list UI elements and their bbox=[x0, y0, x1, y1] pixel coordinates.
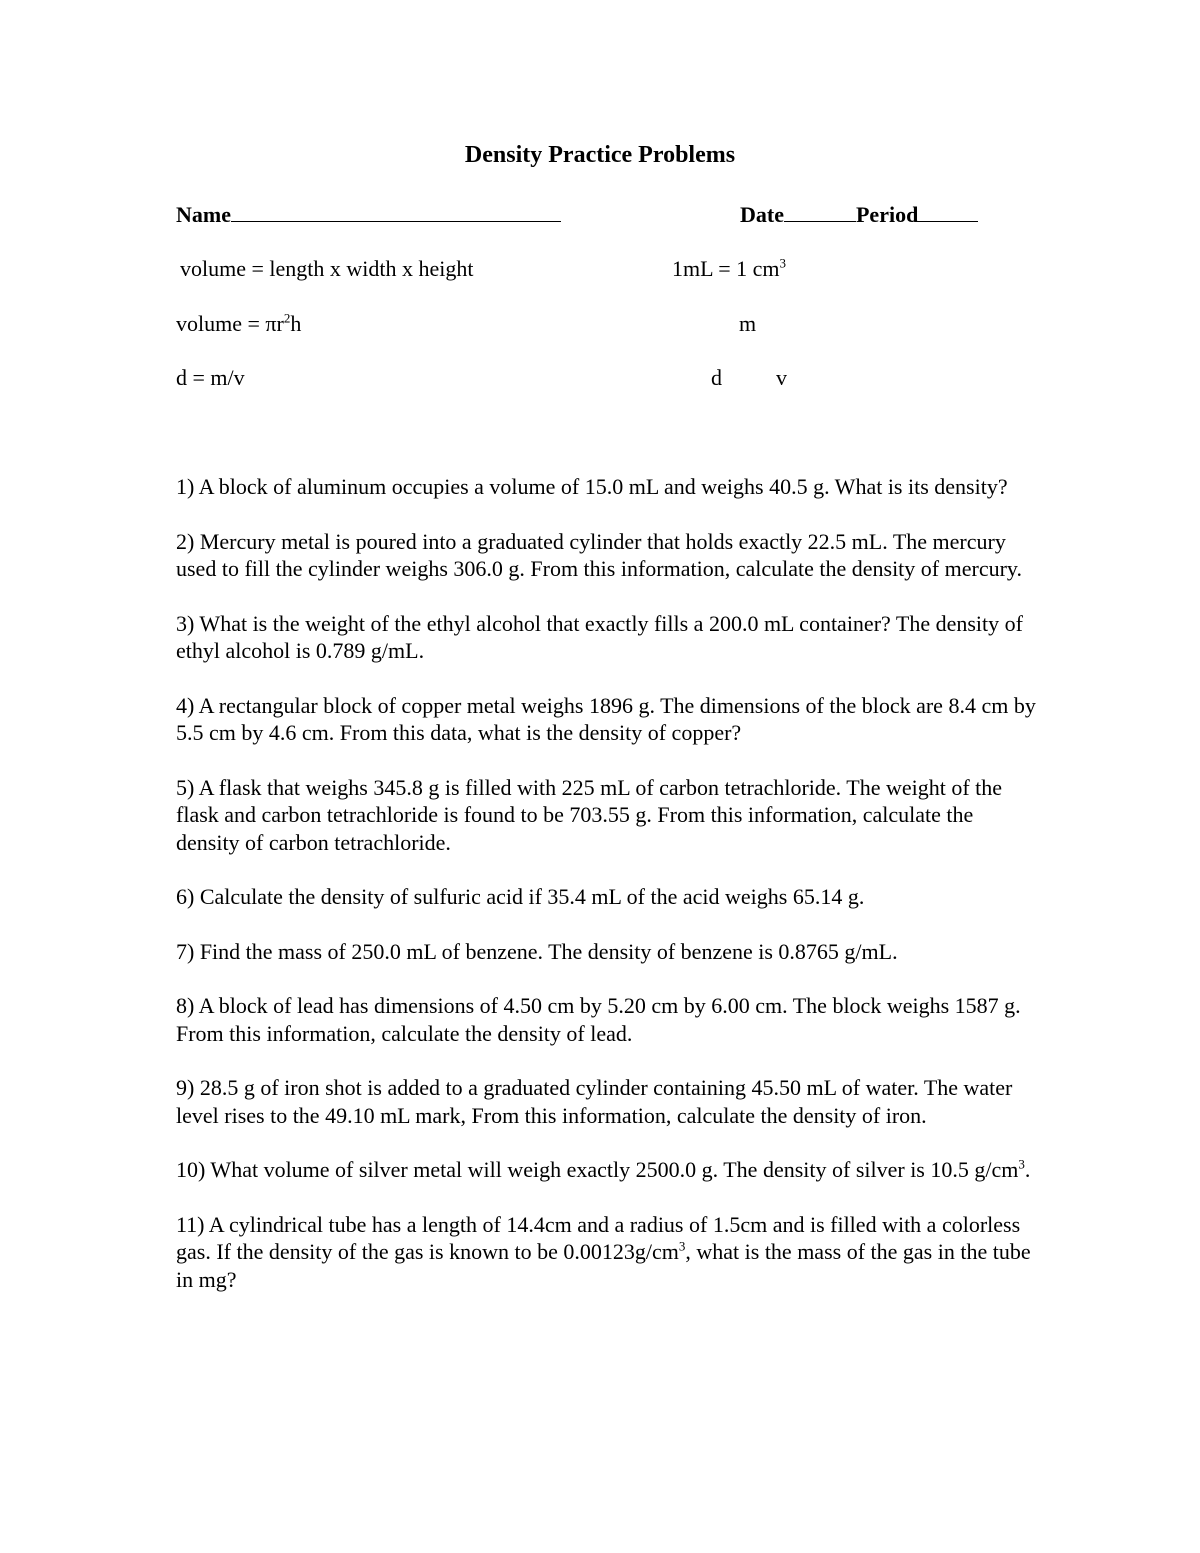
name-field bbox=[176, 201, 561, 228]
period-label: Period bbox=[855, 202, 919, 227]
question-10-text: 10) What volume of silver metal will weigh exactly 2500.0 g. The density of silver is 10.5 g/cm bbox=[176, 1157, 1019, 1182]
volume-cylinder-exponent: 2 bbox=[283, 310, 291, 326]
question-10-after: . bbox=[1024, 1157, 1031, 1182]
volume-cylinder-formula bbox=[176, 311, 301, 337]
question-2: 2) Mercury metal is poured into a graduated cylinder that holds exactly 22.5 mL. The mercury used to fill the cylinder weighs 306.0 g. From this information, calculate the density of mercury. bbox=[176, 528, 1022, 581]
question-10 bbox=[176, 1156, 1036, 1184]
question-11-exponent: 3 bbox=[678, 1238, 686, 1254]
question-10-exponent: 3 bbox=[1018, 1156, 1025, 1172]
date-period-field bbox=[740, 201, 978, 228]
question-3: 3) What is the weight of the ethyl alcohol that exactly fills a 200.0 mL container? The density of ethyl alcohol is 0.789 g/mL. bbox=[176, 610, 1023, 663]
question-11 bbox=[176, 1211, 1036, 1294]
question-1: 1) A block of aluminum occupies a volume of 15.0 mL and weighs 40.5 g. What is its density? bbox=[176, 474, 1008, 499]
triangle-m: m bbox=[739, 311, 757, 336]
conversion-formula bbox=[672, 256, 786, 282]
question-4: 4) A rectangular block of copper metal weighs 1896 g. The dimensions of the block are 8.4 cm by 5.5 cm by 4.6 cm. From this data, what is the density of copper? bbox=[176, 692, 1036, 745]
question-5: 5) A flask that weighs 345.8 g is filled with 225 mL of carbon tetrachloride. The weight of the flask and carbon tetrachloride is found to be 703.55 g. From this information, calculate the density of carbon tetrachloride. bbox=[176, 774, 1003, 855]
volume-cylinder-text: volume = πr bbox=[176, 311, 284, 336]
date-label: Date bbox=[740, 202, 784, 227]
question-6: 6) Calculate the density of sulfuric acid if 35.4 mL of the acid weighs 65.14 g. bbox=[176, 884, 865, 909]
volume-box-formula: volume = length x width x height bbox=[180, 256, 474, 281]
question-9: 9) 28.5 g of iron shot is added to a graduated cylinder containing 45.50 mL of water. The water level rises to the 49.10 mL mark, From this information, calculate the density of iron. bbox=[176, 1075, 1013, 1128]
triangle-d: d bbox=[711, 365, 722, 390]
triangle-v: v bbox=[776, 365, 787, 390]
question-11-after: , what is the mass of the gas in the tube in mg? bbox=[176, 1239, 1031, 1292]
conversion-exponent: 3 bbox=[779, 255, 787, 271]
question-list bbox=[176, 473, 1036, 1320]
question-8: 8) A block of lead has dimensions of 4.50 cm by 5.20 cm by 6.00 cm. The block weighs 1587 g. From this information, calculate the density of lead. bbox=[176, 993, 1021, 1046]
volume-cylinder-suffix: h bbox=[290, 311, 302, 336]
question-11-text: 11) A cylindrical tube has a length of 14.4cm and a radius of 1.5cm and is filled with a colorless gas. If the density of the gas is known to be 0.00123g/cm bbox=[176, 1211, 1021, 1264]
page-title: Density Practice Problems bbox=[464, 142, 736, 168]
name-label: Name bbox=[176, 202, 231, 227]
name-blank[interactable] bbox=[231, 201, 561, 222]
date-blank[interactable] bbox=[784, 201, 856, 222]
density-formula: d = m/v bbox=[176, 365, 245, 390]
question-7: 7) Find the mass of 250.0 mL of benzene. The density of benzene is 0.8765 g/mL. bbox=[176, 938, 898, 964]
period-blank[interactable] bbox=[918, 201, 978, 222]
conversion-text: 1mL = 1 cm bbox=[672, 256, 780, 281]
